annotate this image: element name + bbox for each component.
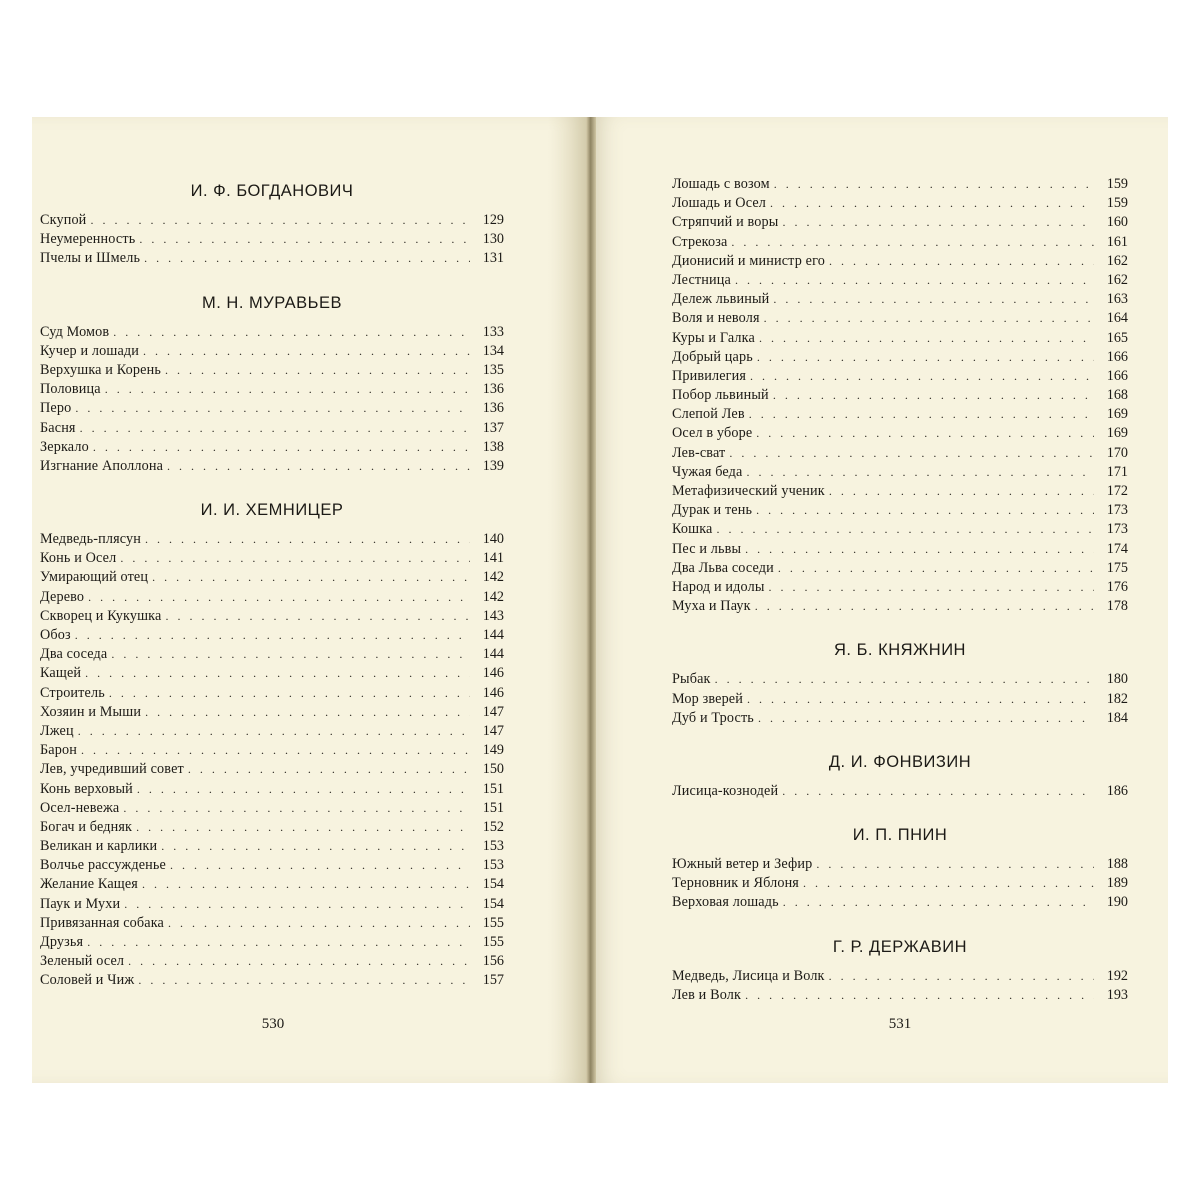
entry-page-number: 170: [1106, 444, 1128, 461]
entry-page-number: 138: [482, 438, 504, 455]
dot-leader: [735, 271, 1094, 290]
entry-title: Лев-сват: [672, 444, 726, 461]
entry-title: Кучер и лошади: [40, 342, 140, 359]
entry-title: Друзья: [40, 934, 84, 950]
dot-leader: [124, 895, 470, 914]
entry-page-number: 136: [482, 381, 504, 398]
dot-leader: [773, 290, 1094, 309]
dot-leader: [161, 837, 470, 856]
toc-entry: [672, 782, 1128, 801]
entry-title: Зеленый осел: [40, 953, 125, 970]
toc-entry: [672, 194, 1128, 213]
entry-page-number: 142: [482, 588, 504, 605]
entry-page-number: 161: [1106, 233, 1128, 250]
toc-entry: [40, 323, 504, 342]
dot-leader: [145, 530, 470, 549]
entry-page-number: 133: [482, 323, 504, 340]
entry-page-number: 171: [1106, 463, 1128, 480]
entry-page-number: 136: [482, 400, 504, 417]
toc-entry: [672, 213, 1128, 232]
entry-title: Верховая лошадь: [672, 894, 779, 911]
entry-page-number: 142: [482, 569, 504, 586]
entry-title: Обоз: [40, 627, 71, 643]
toc-entry: [672, 482, 1128, 501]
entry-page-number: 159: [1106, 195, 1128, 212]
entry-title: Чужая беда: [672, 463, 743, 480]
dot-leader: [764, 309, 1094, 328]
entry-page-number: 130: [482, 231, 504, 248]
dot-leader: [90, 211, 470, 230]
dot-leader: [829, 967, 1094, 986]
entry-title: Половица: [40, 381, 101, 398]
entry-title: Муха и Паук: [672, 598, 751, 615]
entry-title: Южный ветер и Зефир: [672, 856, 813, 873]
dot-leader: [782, 213, 1094, 232]
entry-title: Зеркало: [40, 438, 89, 455]
toc-entry: [672, 271, 1128, 290]
dot-leader: [75, 626, 470, 645]
toc-entry: [40, 342, 504, 361]
entry-title: Дурак и тень: [672, 502, 753, 519]
toc-entry: [672, 501, 1128, 520]
dot-leader: [759, 329, 1094, 348]
entry-page-number: 162: [1106, 271, 1128, 288]
entry-list: [672, 175, 1128, 616]
toc-entry: [40, 837, 504, 856]
toc-entry: [40, 588, 504, 607]
entry-title: Пчелы и Шмель: [40, 250, 141, 267]
entry-page-number: 186: [1106, 782, 1128, 799]
entry-title: Пес и львы: [672, 540, 742, 557]
entry-title: Метафизический ученик: [672, 483, 825, 499]
right-contents-column: [672, 175, 1128, 1005]
dot-leader: [745, 540, 1094, 559]
dot-leader: [152, 568, 470, 587]
toc-entry: [40, 419, 504, 438]
entry-page-number: 153: [482, 857, 504, 874]
toc-entry: [672, 559, 1128, 578]
entry-page-number: 154: [482, 876, 504, 893]
entry-page-number: 166: [1106, 367, 1128, 384]
toc-entry: [40, 211, 504, 230]
entry-title: Изгнание Аполлона: [40, 457, 164, 474]
toc-entry: [672, 424, 1128, 443]
entry-page-number: 147: [482, 722, 504, 739]
entry-page-number: 137: [482, 419, 504, 436]
toc-entry: [40, 530, 504, 549]
dot-leader: [756, 501, 1094, 520]
toc-entry: [672, 670, 1128, 689]
entry-page-number: 184: [1106, 709, 1128, 726]
toc-entry: [672, 386, 1128, 405]
entry-page-number: 129: [482, 212, 504, 228]
entry-page-number: 150: [482, 761, 504, 778]
toc-entry: [40, 568, 504, 587]
toc-entry: [40, 438, 504, 457]
author-heading: Г. Р. ДЕРЖАВИН: [832, 937, 968, 956]
left-contents-column: [40, 175, 504, 991]
entry-page-number: 169: [1106, 425, 1128, 442]
entry-page-number: 131: [482, 250, 504, 267]
entry-title: Терновник и Яблоня: [672, 875, 799, 892]
entry-page-number: 182: [1106, 690, 1128, 707]
entry-page-number: 162: [1106, 252, 1128, 269]
dot-leader: [770, 194, 1094, 213]
dot-leader: [757, 348, 1094, 367]
toc-entry: [40, 780, 504, 799]
entry-page-number: 155: [482, 934, 504, 950]
dot-leader: [829, 482, 1094, 501]
dot-leader: [136, 818, 470, 837]
author-heading: Я. Б. КНЯЖНИН: [834, 641, 966, 660]
entry-title: Лисица-козноде͏й: [672, 782, 779, 799]
dot-leader: [168, 914, 470, 933]
dot-leader: [81, 741, 470, 760]
dot-leader: [105, 380, 470, 399]
entry-title: Верхушка и Корень: [40, 361, 161, 378]
entry-title: Добрый царь: [672, 348, 753, 365]
toc-entry: [672, 893, 1128, 912]
toc-entry: [672, 690, 1128, 709]
entry-page-number: 190: [1106, 894, 1128, 911]
entry-title: Перо: [40, 400, 72, 417]
entry-title: Медведь-плясун: [40, 531, 141, 548]
toc-entry: [672, 252, 1128, 271]
entry-page-number: 134: [482, 342, 504, 359]
entry-page-number: 156: [482, 953, 504, 970]
toc-entry: [40, 399, 504, 418]
toc-entry: [672, 329, 1128, 348]
entry-title: Кащей: [40, 665, 82, 682]
entry-title: Соловей и Чиж: [40, 972, 135, 989]
dot-leader: [750, 367, 1094, 386]
author-heading: И. И. ХЕМНИЦЕР: [200, 501, 344, 520]
entry-title: Великан и карлики: [40, 838, 158, 855]
dot-leader: [93, 438, 470, 457]
entry-page-number: 189: [1106, 875, 1128, 892]
toc-entry: [40, 760, 504, 779]
entry-list: [40, 530, 504, 991]
toc-entry: [40, 722, 504, 741]
entry-title: Суд Момов: [40, 323, 110, 340]
entry-title: Лошадь с возом: [672, 176, 770, 192]
entry-title: Скупой: [40, 212, 87, 228]
entry-title: Дионисий и министр его: [672, 252, 825, 269]
entry-title: Богач и бедняк: [40, 818, 133, 835]
entry-title: Скворец и Кукушка: [40, 607, 162, 624]
entry-title: Строитель: [40, 684, 105, 701]
entry-title: Осел в уборе: [672, 425, 753, 442]
entry-page-number: 160: [1106, 214, 1128, 231]
dot-leader: [120, 549, 470, 568]
entry-title: Конь и Осел: [40, 550, 117, 567]
gutter-shadow: [548, 117, 588, 1083]
entry-page-number: 173: [1106, 502, 1128, 519]
dot-leader: [170, 856, 470, 875]
toc-entry: [672, 967, 1128, 986]
toc-entry: [40, 607, 504, 626]
entry-title: Рыбак: [672, 671, 711, 688]
entry-title: Барон: [40, 742, 77, 759]
entry-page-number: 147: [482, 703, 504, 720]
entry-title: Два соседа: [40, 646, 108, 663]
entry-title: Лошадь и Осел: [672, 195, 767, 212]
dot-leader: [755, 597, 1094, 616]
dot-leader: [731, 233, 1094, 252]
toc-entry: [672, 367, 1128, 386]
toc-entry: [40, 664, 504, 683]
entry-page-number: 135: [482, 361, 504, 378]
entry-title: Басня: [40, 419, 76, 436]
dot-leader: [717, 520, 1095, 539]
entry-page-number: 157: [482, 972, 504, 989]
dot-leader: [145, 703, 470, 722]
entry-page-number: 139: [482, 457, 504, 474]
toc-entry: [40, 914, 504, 933]
dot-leader: [165, 607, 470, 626]
entry-page-number: 146: [482, 684, 504, 701]
entry-title: Куры и Галка: [672, 329, 755, 346]
dot-leader: [88, 588, 470, 607]
dot-leader: [774, 175, 1094, 194]
dot-leader: [144, 249, 470, 268]
entry-title: Конь верховый: [40, 780, 133, 797]
entry-title: Дерево: [40, 588, 85, 605]
entry-page-number: 174: [1106, 540, 1128, 557]
dot-leader: [113, 323, 470, 342]
entry-page-number: 155: [482, 914, 504, 931]
dot-leader: [165, 361, 470, 380]
toc-entry: [40, 703, 504, 722]
toc-entry: [40, 549, 504, 568]
entry-list: [672, 967, 1128, 1005]
entry-page-number: 153: [482, 838, 504, 855]
toc-entry: [40, 952, 504, 971]
entry-title: Хозяин и Мыши: [40, 703, 142, 720]
dot-leader: [188, 760, 470, 779]
entry-page-number: 146: [482, 665, 504, 682]
toc-entry: [672, 175, 1128, 194]
entry-page-number: 159: [1106, 176, 1128, 192]
dot-leader: [747, 690, 1094, 709]
entry-page-number: 180: [1106, 671, 1128, 688]
entry-list: [40, 211, 504, 269]
dot-leader: [715, 670, 1094, 689]
entry-page-number: 175: [1106, 559, 1128, 576]
toc-entry: [672, 986, 1128, 1005]
toc-entry: [40, 875, 504, 894]
dot-leader: [139, 230, 470, 249]
entry-title: Лестница: [672, 271, 731, 288]
dot-leader: [80, 419, 470, 438]
toc-entry: [40, 895, 504, 914]
toc-entry: [672, 348, 1128, 367]
entry-page-number: 166: [1106, 348, 1128, 365]
entry-page-number: 143: [482, 607, 504, 624]
toc-entry: [40, 626, 504, 645]
toc-entry: [40, 971, 504, 990]
entry-title: Медведь, Лисица и Волк: [672, 967, 825, 984]
entry-page-number: 176: [1106, 578, 1128, 595]
toc-entry: [672, 874, 1128, 893]
toc-entry: [40, 249, 504, 268]
dot-leader: [773, 386, 1094, 405]
dot-leader: [138, 971, 470, 990]
entry-page-number: 149: [482, 742, 504, 759]
entry-page-number: 188: [1106, 856, 1128, 873]
dot-leader: [816, 855, 1094, 874]
entry-list: [672, 855, 1128, 913]
toc-entry: [672, 709, 1128, 728]
entry-title: Стрекоза: [672, 233, 728, 250]
dot-leader: [87, 933, 470, 952]
toc-entry: [40, 361, 504, 380]
entry-title: Лжец: [40, 722, 74, 739]
entry-title: Осел-невежа: [40, 799, 120, 816]
entry-page-number: 165: [1106, 329, 1128, 346]
entry-page-number: 192: [1106, 967, 1128, 984]
entry-page-number: 152: [482, 818, 504, 835]
toc-entry: [40, 799, 504, 818]
toc-entry: [672, 405, 1128, 424]
dot-leader: [729, 444, 1094, 463]
entry-title: Привилегия: [672, 367, 747, 384]
dot-leader: [756, 424, 1094, 443]
entry-page-number: 151: [482, 799, 504, 816]
entry-title: Лев и Волк: [672, 986, 742, 1003]
dot-leader: [782, 782, 1094, 801]
entry-title: Привязанная собака: [40, 914, 165, 931]
entry-list: [672, 782, 1128, 801]
toc-entry: [672, 520, 1128, 539]
entry-page-number: 141: [482, 550, 504, 567]
entry-title: Два Льва соседи: [672, 559, 774, 576]
toc-entry: [672, 290, 1128, 309]
entry-title: Мор зверей: [672, 690, 743, 707]
dot-leader: [803, 874, 1094, 893]
entry-page-number: 163: [1106, 291, 1128, 308]
toc-entry: [672, 540, 1128, 559]
entry-title: Народ и идолы: [672, 578, 765, 595]
dot-leader: [745, 986, 1094, 1005]
author-heading: И. Ф. БОГДАНОВИЧ: [190, 182, 354, 200]
entry-page-number: 178: [1106, 598, 1128, 615]
toc-entry: [40, 230, 504, 249]
entry-page-number: 164: [1106, 310, 1128, 327]
entry-title: Умирающий отец: [40, 569, 149, 586]
entry-title: Дележ львиный: [672, 291, 770, 308]
entry-list: [672, 670, 1128, 728]
toc-entry: [40, 856, 504, 875]
dot-leader: [109, 684, 470, 703]
dot-leader: [769, 578, 1094, 597]
dot-leader: [137, 780, 470, 799]
dot-leader: [167, 457, 470, 476]
author-heading: И. П. ПНИН: [852, 826, 948, 845]
toc-entry: [40, 457, 504, 476]
dot-leader: [758, 709, 1094, 728]
entry-title: Неумеренность: [40, 231, 136, 248]
entry-page-number: 154: [482, 895, 504, 912]
entry-title: Лев, учредивший совет: [40, 761, 184, 778]
author-heading: М. Н. МУРАВЬЕВ: [202, 293, 342, 312]
entry-title: Побор львиный: [672, 387, 769, 404]
entry-page-number: 140: [482, 531, 504, 548]
toc-entry: [672, 597, 1128, 616]
entry-page-number: 151: [482, 780, 504, 797]
toc-entry: [672, 855, 1128, 874]
dot-leader: [143, 342, 470, 361]
dot-leader: [128, 952, 470, 971]
dot-leader: [829, 252, 1094, 271]
entry-page-number: 144: [482, 627, 504, 643]
author-heading: Д. И. ФОНВИЗИН: [828, 752, 972, 771]
toc-entry: [40, 645, 504, 664]
toc-entry: [672, 309, 1128, 328]
entry-title: Волчье рассужденье: [40, 857, 166, 874]
entry-title: Стряпчий и воры: [672, 214, 779, 231]
toc-entry: [40, 380, 504, 399]
toc-entry: [672, 578, 1128, 597]
page-number-right: 531: [888, 1016, 912, 1032]
toc-entry: [40, 741, 504, 760]
dot-leader: [78, 722, 470, 741]
dot-leader: [123, 799, 470, 818]
entry-page-number: 193: [1106, 986, 1128, 1003]
toc-entry: [40, 818, 504, 837]
entry-title: Паук и Мухи: [40, 895, 121, 912]
toc-entry: [40, 933, 504, 952]
dot-leader: [75, 399, 470, 418]
toc-entry: [40, 684, 504, 703]
entry-list: [40, 323, 504, 477]
toc-entry: [672, 233, 1128, 252]
entry-page-number: 144: [482, 646, 504, 663]
dot-leader: [749, 405, 1094, 424]
entry-title: Желание Кащея: [40, 876, 138, 893]
page-number-left: 530: [261, 1016, 285, 1032]
dot-leader: [778, 559, 1094, 578]
dot-leader: [111, 645, 470, 664]
entry-title: Дуб и Трость: [672, 709, 754, 726]
entry-title: Кошка: [672, 521, 713, 538]
entry-title: Воля и неволя: [672, 310, 760, 327]
dot-leader: [746, 463, 1094, 482]
dot-leader: [85, 664, 470, 683]
book-spine: [586, 117, 596, 1083]
toc-entry: [672, 463, 1128, 482]
dot-leader: [783, 893, 1094, 912]
entry-page-number: 173: [1106, 521, 1128, 538]
entry-page-number: 169: [1106, 406, 1128, 423]
entry-title: Слепой Лев: [672, 406, 745, 423]
dot-leader: [142, 875, 470, 894]
entry-page-number: 172: [1106, 483, 1128, 499]
entry-page-number: 168: [1106, 387, 1128, 404]
toc-entry: [672, 444, 1128, 463]
